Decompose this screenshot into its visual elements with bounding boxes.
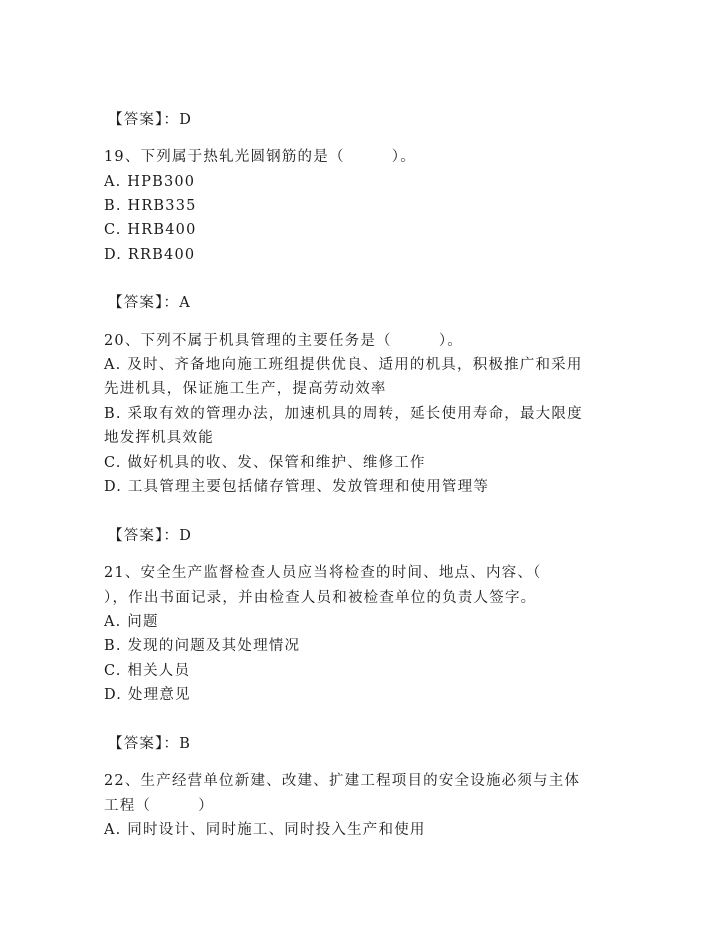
q21-stem-line2: ），作出书面记录，并由检查人员和被检查单位的负责人签字。 <box>104 590 537 606</box>
q19-option-b: B. HRB335 <box>104 198 197 214</box>
q21-option-c: C. 相关人员 <box>104 663 191 679</box>
q21-option-a: A. 问题 <box>104 614 159 630</box>
q19-stem: 19、下列属于热轧光圆钢筋的是（ ）。 <box>104 149 416 165</box>
q19-answer: 【答案】：A <box>108 295 191 311</box>
q20-option-a-line2: 先进机具，保证施工生产，提高劳动效率 <box>104 381 387 397</box>
q20-option-a-line1: A. 及时、齐备地向施工班组提供优良、适用的机具，积极推广和采用 <box>104 357 583 373</box>
q20-answer: 【答案】：D <box>108 528 193 544</box>
q22-stem-line1: 22、生产经营单位新建、改建、扩建工程项目的安全设施必须与主体 <box>104 773 581 789</box>
q20-option-b-line2: 地发挥机具效能 <box>104 430 214 446</box>
q19-option-c: C. HRB400 <box>104 222 197 238</box>
q20-option-c: C. 做好机具的收、发、保管和维护、维修工作 <box>104 455 426 471</box>
q21-option-b: B. 发现的问题及其处理情况 <box>104 638 301 654</box>
q19-option-d: D. RRB400 <box>104 247 196 263</box>
q20-option-b-line1: B. 采取有效的管理办法，加速机具的周转，延长使用寿命，最大限度 <box>104 406 583 422</box>
q20-option-d: D. 工具管理主要包括储存管理、发放管理和使用管理等 <box>104 479 490 495</box>
q20-stem: 20、下列不属于机具管理的主要任务是（ ）。 <box>104 333 463 349</box>
q22-stem-line2: 工程（ ） <box>104 798 214 814</box>
q21-answer: 【答案】：B <box>108 736 192 752</box>
q19-option-a: A. HPB300 <box>104 174 196 190</box>
q21-stem-line1: 21、安全生产监督检查人员应当将检查的时间、地点、内容、（ <box>104 565 542 581</box>
q22-option-a: A. 同时设计、同时施工、同时投入生产和使用 <box>104 822 426 838</box>
answer-prev: 【答案】：D <box>108 112 193 128</box>
q21-option-d: D. 处理意见 <box>104 687 191 703</box>
